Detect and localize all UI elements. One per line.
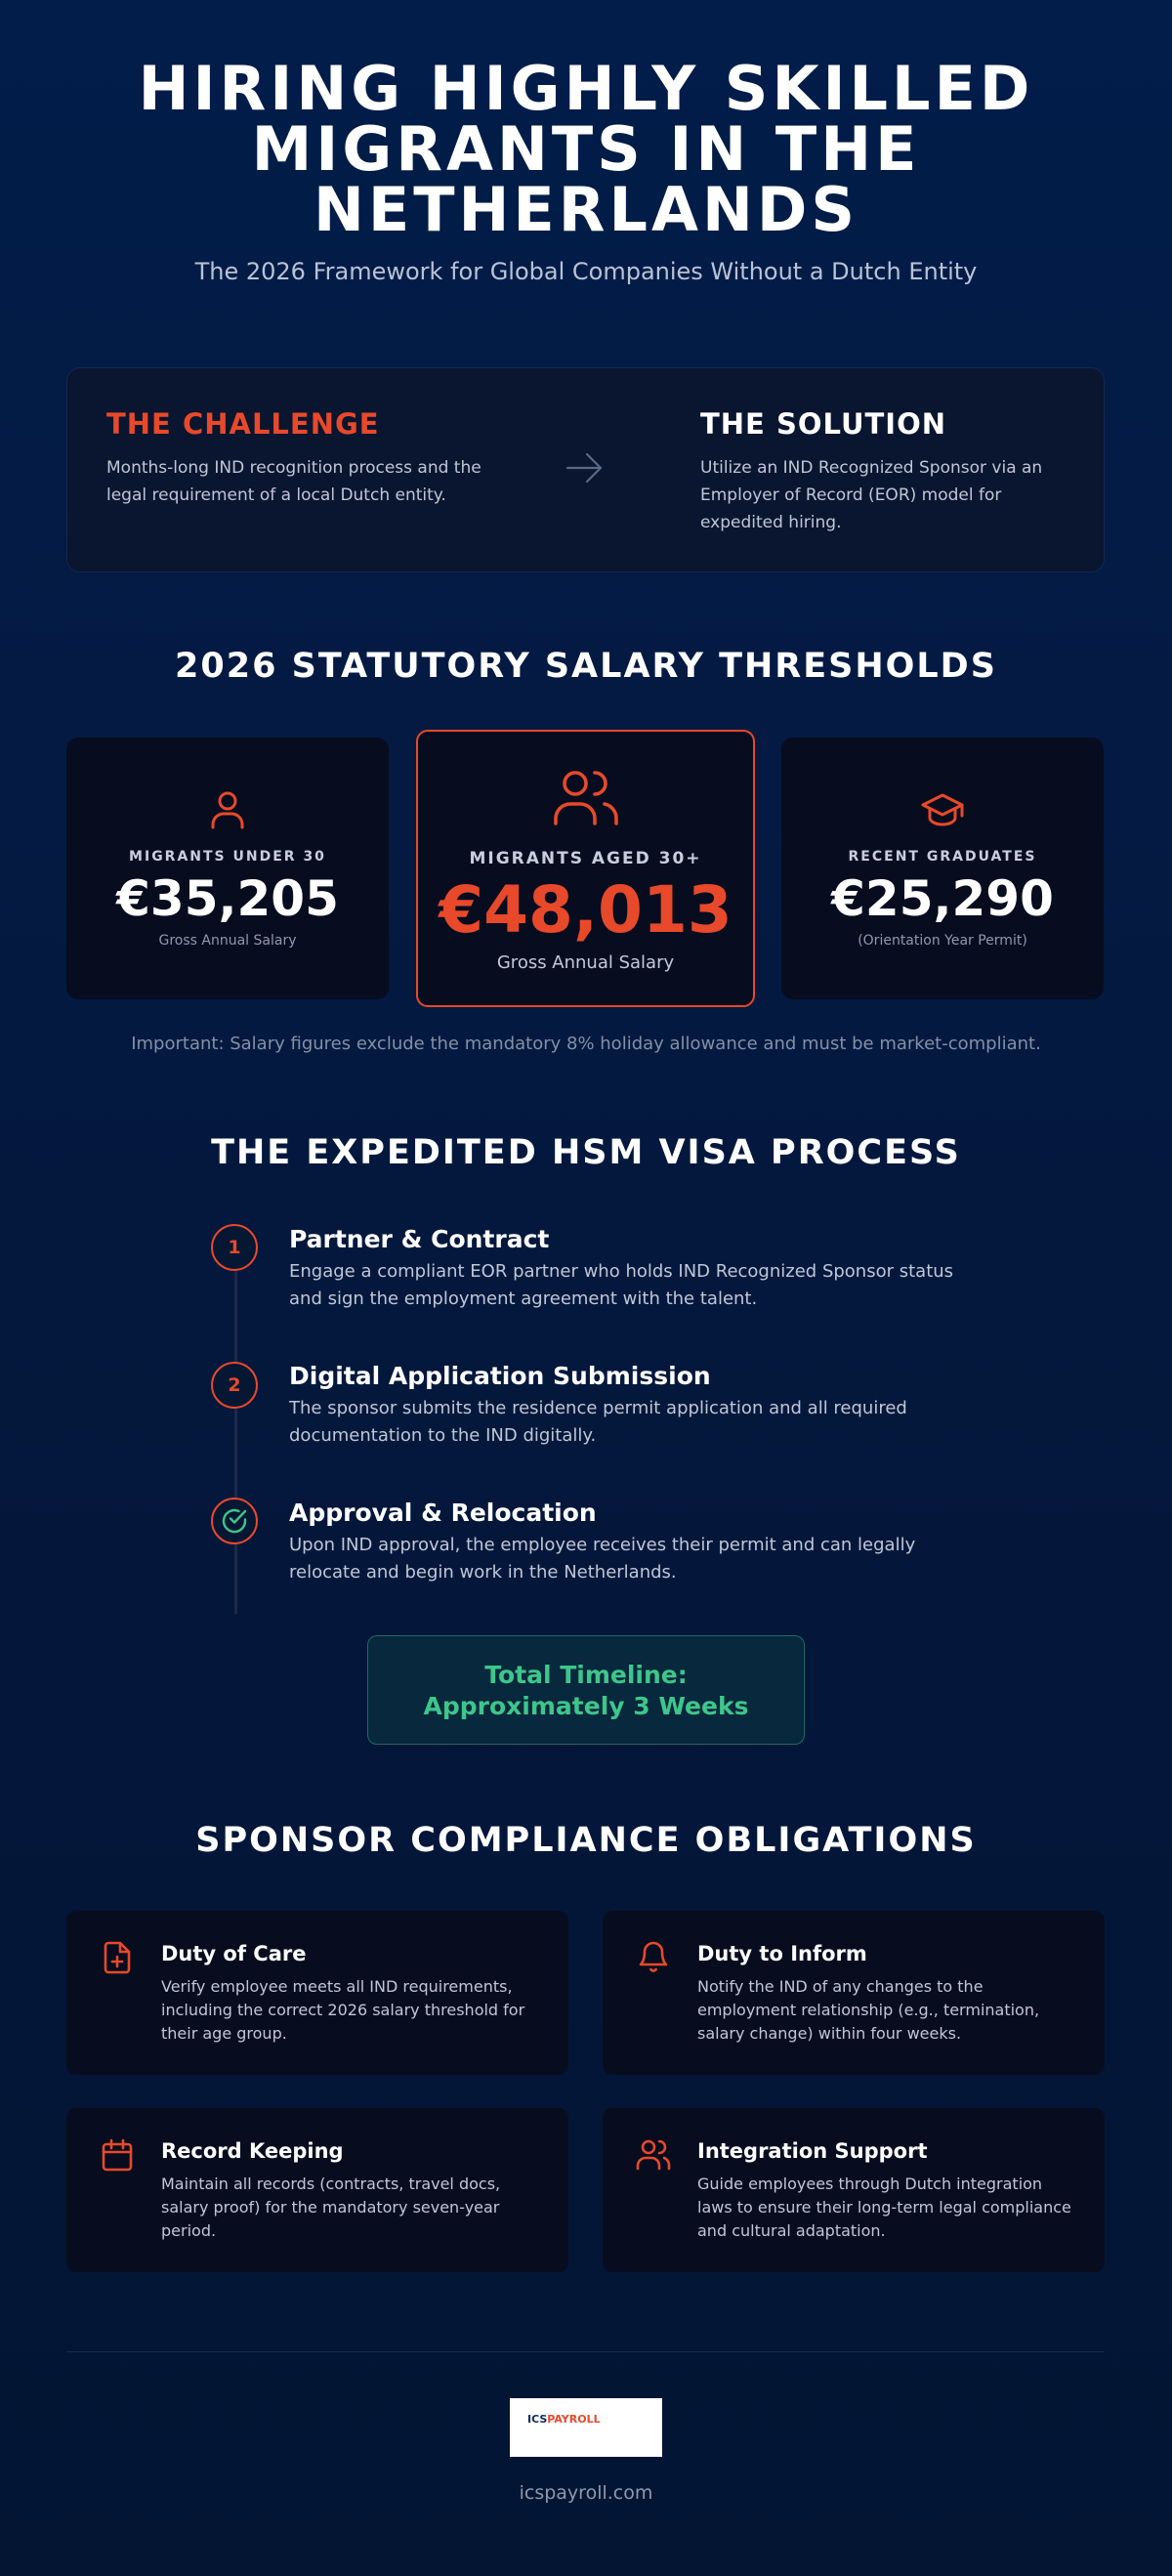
bell-icon bbox=[636, 1940, 671, 1975]
step-text: The sponsor submits the residence permit application and all required documentation to the IND digitally. bbox=[289, 1398, 907, 1446]
title-line-3: NETHERLANDS bbox=[313, 174, 858, 245]
salary-section-title: 2026 STATUTORY SALARY THRESHOLDS bbox=[175, 647, 997, 686]
compliance-text: Guide employees through Dutch integration laws to ensure their long-term legal compliance and cultural adaptation. bbox=[697, 2175, 1071, 2240]
graduation-cap-icon bbox=[920, 792, 965, 827]
compliance-card-duty-to-inform bbox=[603, 1911, 1105, 2075]
salary-note: Gross Annual Salary bbox=[496, 952, 675, 973]
salary-card-aged-30-plus bbox=[416, 730, 755, 1007]
step-marker-1: 1 bbox=[211, 1224, 258, 1271]
step-marker-2: 2 bbox=[211, 1362, 258, 1409]
compliance-text: Notify the IND of any changes to the employment relationship (e.g., termination, salary change) within four weeks. bbox=[697, 1977, 1040, 2043]
salary-value: €48,013 bbox=[439, 872, 732, 948]
arrow-right-icon bbox=[564, 446, 607, 489]
salary-note: (Orientation Year Permit) bbox=[858, 933, 1027, 949]
salary-value: €25,290 bbox=[831, 870, 1054, 927]
step-title: Approval & Relocation bbox=[289, 1499, 597, 1527]
compliance-title: Integration Support bbox=[697, 2139, 928, 2163]
compliance-text: Verify employee meets all IND requirements, including the correct 2026 salary threshold for their age group. bbox=[161, 1977, 525, 2043]
person-icon bbox=[208, 788, 247, 831]
step-marker-3 bbox=[211, 1498, 258, 1544]
compliance-card-duty-of-care bbox=[66, 1911, 568, 2075]
step-title: Partner & Contract bbox=[289, 1225, 550, 1253]
challenge-block bbox=[106, 407, 492, 509]
step-title: Digital Application Submission bbox=[289, 1362, 711, 1390]
file-plus-icon bbox=[100, 1940, 135, 1975]
timeline-line bbox=[234, 1241, 237, 1614]
compliance-title: Duty of Care bbox=[161, 1942, 307, 1965]
salary-card-recent-graduates bbox=[781, 738, 1104, 999]
solution-block bbox=[700, 407, 1086, 536]
salary-label: RECENT GRADUATES bbox=[848, 849, 1037, 865]
check-circle-icon bbox=[221, 1507, 248, 1535]
step-text: Engage a compliant EOR partner who holds IND Recognized Sponsor status and sign the employment agreement with the talent. bbox=[289, 1261, 954, 1309]
challenge-text: Months-long IND recognition process and the legal requirement of a local Dutch entity. bbox=[106, 458, 481, 505]
timeline-label: Total Timeline: bbox=[484, 1661, 688, 1689]
users-icon bbox=[552, 767, 620, 827]
salary-label: MIGRANTS UNDER 30 bbox=[129, 849, 326, 865]
calendar-icon bbox=[100, 2137, 135, 2173]
step-text: Upon IND approval, the employee receives their permit and can legally relocate and begin work in the Netherlands. bbox=[289, 1535, 916, 1583]
users-icon bbox=[636, 2137, 671, 2173]
compliance-card-integration-support bbox=[603, 2108, 1105, 2272]
salary-important-note: Important: Salary figures exclude the mandatory 8% holiday allowance and must be market-compliant. bbox=[131, 1034, 1041, 1054]
compliance-title: Record Keeping bbox=[161, 2139, 344, 2163]
compliance-section-title: SPONSOR COMPLIANCE OBLIGATIONS bbox=[195, 1821, 977, 1860]
title-line-2: MIGRANTS IN THE bbox=[251, 113, 921, 185]
website-link[interactable]: icspayroll.com bbox=[519, 2482, 653, 2504]
page-title bbox=[0, 53, 1172, 245]
salary-card-under-30 bbox=[66, 738, 389, 999]
compliance-card-record-keeping bbox=[66, 2108, 568, 2272]
solution-text: Utilize an IND Recognized Sponsor via an Employer of Record (EOR) model for expedited hiring. bbox=[700, 458, 1043, 532]
page-subtitle: The 2026 Framework for Global Companies Without a Dutch Entity bbox=[194, 258, 978, 285]
process-section-title: THE EXPEDITED HSM VISA PROCESS bbox=[211, 1133, 961, 1172]
salary-label: MIGRANTS AGED 30+ bbox=[469, 849, 702, 868]
title-line-1: HIRING HIGHLY SKILLED bbox=[138, 53, 1034, 124]
salary-value: €35,205 bbox=[116, 870, 339, 927]
solution-heading: THE SOLUTION bbox=[700, 407, 946, 441]
total-timeline-box bbox=[367, 1635, 805, 1745]
salary-note: Gross Annual Salary bbox=[158, 933, 297, 949]
challenge-heading: THE CHALLENGE bbox=[106, 407, 380, 441]
timeline-value: Approximately 3 Weeks bbox=[423, 1692, 749, 1720]
challenge-solution-card bbox=[66, 367, 1105, 572]
compliance-text: Maintain all records (contracts, travel docs, salary proof) for the mandatory seven-year period. bbox=[161, 2175, 501, 2240]
logo-wordmark: ICSPAYROLL bbox=[527, 2413, 601, 2426]
compliance-title: Duty to Inform bbox=[697, 1942, 867, 1965]
company-logo[interactable] bbox=[510, 2398, 662, 2457]
footer-divider bbox=[66, 2351, 1105, 2352]
